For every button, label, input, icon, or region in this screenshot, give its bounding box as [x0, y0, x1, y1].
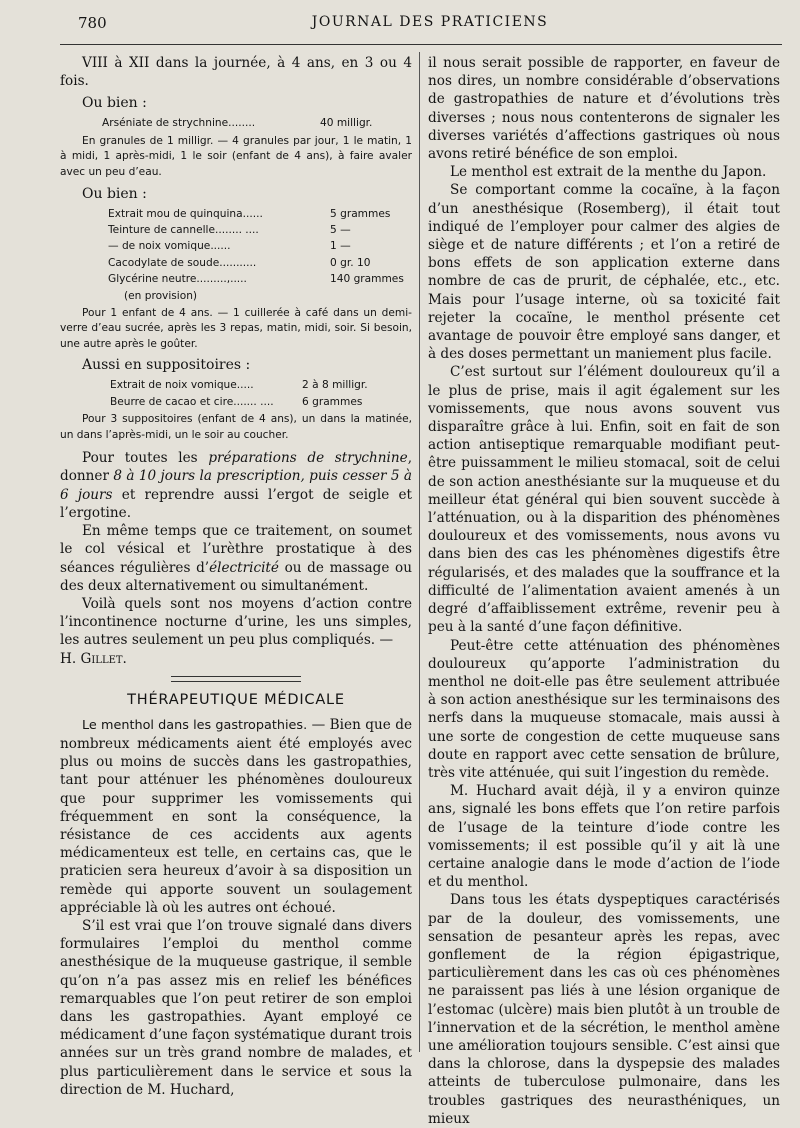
- ingredient-quantity: 140 grammes: [330, 273, 404, 286]
- ingredient-quantity: 5 grammes: [330, 207, 391, 220]
- header-rule: [60, 44, 782, 45]
- ingredient-quantity: 5 —: [330, 223, 351, 236]
- italic-run: électricité: [209, 559, 279, 576]
- article-paragraph: C’est surtout sur l’élément douloureux qu’il a le plus de prise, mais il agit également sur les vomissements, que nous avons souvent vus disparaître grâce à lui. Enfin, soit en fait de son action antiseptique remarquable modifiant peut-être puissamment le milieu stomacal, soit de celui de son action anesthésiante sur la muqueuse et du meilleur état général qui bien souvent succède à l’atténuation, ou à la disparition des phénomènes douloureux et des vomissements, nous avons vu dans bien des cas les phénomènes digestifs être régularisés, et des malades que la souffrance et la difficulté de l’alimentation avaient amenés à un degré d’affaiblissement extrême, revenir peu à peu à la santé d’une façon définitive.: [428, 364, 780, 636]
- instructions-2: Pour 1 enfant de 4 ans. — 1 cuillerée à café dans un demi-verre d’eau sucrée, après les 3 repas, matin, midi, soir. Si besoin, une autre après le goûter.: [60, 306, 412, 350]
- ingredient-name: Extrait mou de quinquina......: [108, 207, 263, 220]
- prescription-row: [60, 224, 412, 240]
- article-paragraph: Le menthol est extrait de la menthe du Japon.: [450, 164, 767, 181]
- article-paragraph: Se comportant comme la cocaïne, à la façon d’un anesthésique (Rosemberg), il était tout indiqué de l’employer pour calmer des algies de siège et de nature différents ; et l’on a retiré de bons effets de son application externe dans nombre de cas de prurit, de céphalée, etc., etc. Mais pour l’usage interne, où sa toxicité fait rejeter la cocaïne, le menthol présente cet avantage de pouvoir être employé sans danger, et à des doses permettant un maniement plus facile.: [428, 182, 780, 363]
- ou-bien-heading: Ou bien :: [82, 185, 147, 202]
- signature-text: H. Gillet.: [60, 650, 127, 667]
- page-number: 780: [78, 14, 107, 32]
- ingredient-name: Teinture de cannelle........ ....: [108, 223, 259, 236]
- text-run: , donner: [60, 450, 413, 485]
- instructions-3: Pour 3 suppositoires (enfant de 4 ans), un dans la matinée, un dans l’après-midi, un le soir au coucher.: [60, 413, 412, 441]
- suppositoires-heading: Aussi en suppositoires :: [82, 357, 251, 374]
- prescription-row: [60, 273, 412, 289]
- prescription-row: [60, 208, 412, 224]
- ingredient-quantity: 40 milligr.: [320, 117, 373, 130]
- right-column: [428, 54, 780, 1128]
- ingredient-name: — de noix vomique......: [108, 240, 231, 253]
- text-run: et reprendre aussi l’ergot de seigle et l’ergotine.: [60, 486, 412, 521]
- paragraph-strychnine: [60, 449, 412, 522]
- prescription-row: [60, 117, 412, 133]
- intro-line: VIII à XII dans la journée, à 4 ans, en 3 ou 4 fois.: [60, 55, 412, 90]
- ingredient-name: Glycérine neutre.........,.....: [108, 273, 247, 286]
- prescription-row: [60, 257, 412, 273]
- article-paragraph-2: S’il est vrai que l’on trouve signalé dans divers formulaires l’emploi du menthol comme anesthésique de la muqueuse gastrique, il semble qu’on n’a pas assez mis en relief les bénéfices remarquables que l’on peut retirer de son emploi dans les gastropathies. Ayant employé ce médicament d’une façon systématique durant trois années sur un très grand nombre de malades, et plus particulièrement dans le service et sous la direction de M. Huchard,: [60, 917, 412, 1098]
- left-column: [60, 54, 412, 1099]
- provision-note: (en provision): [124, 289, 198, 302]
- section-separator: [171, 676, 301, 682]
- article-paragraph: Peut-être cette atténuation des phénomènes douloureux qu’apporte l’administration du menthol ne doit-elle pas être seulement attribuée à son action anesthésique sur les terminaisons des nerfs dans la muqueuse stomacale, mais aussi à une sorte de congestion de cette muqueuse sans doute en rapport avec cette sensation de brûlure, très vite atténuée, qui suit l’ingestion du remède.: [428, 637, 780, 781]
- prescription-table-1: [60, 117, 412, 133]
- article-title: Le menthol dans les gastropathies.: [82, 717, 308, 733]
- ingredient-quantity: 2 à 8 milligr.: [302, 379, 368, 392]
- ingredient-name: Beurre de cacao et cire....... ....: [110, 395, 274, 408]
- page-header: [0, 14, 800, 38]
- text-run: ou de massage ou des deux alternativement ou simultanément.: [60, 559, 412, 594]
- italic-run: préparations de strychnine: [208, 450, 408, 467]
- running-title: JOURNAL DES PRATICIENS: [311, 14, 549, 30]
- ingredient-name: Arséniate de strychnine........: [102, 117, 256, 130]
- italic-run: 8 à 10 jours la prescription, puis cesser 5 à 6 jours: [60, 468, 412, 503]
- text-run: — Bien que de nombreux médicaments aient été employés avec plus ou moins de succès dans les gastropathies, tant pour atténuer les phénomènes douloureux que pour supprimer les vomissements qui fréquemment en sont la conséquence, la résistance de ces accidents aux agents médicamenteux est telle, en certains cas, que le praticien sera heureux d’avoir à sa disposition un remède qui apporte souvent un soulagement appréciable là où les autres ont échoué.: [60, 716, 412, 916]
- prescription-table-3: [60, 379, 412, 412]
- ingredient-quantity: 1 —: [330, 240, 351, 253]
- article-paragraph: Dans tous les états dyspeptiques caractérisés par de la douleur, des vomissements, une sensation de pesanteur après les repas, avec gonflement de la région épigastrique, particulièrement dans les cas où ces phénomènes ne paraissent pas liés à une lésion organique de l’estomac (ulcère) mais bien plutôt à un trouble de l’innervation et de la sécrétion, le menthol amène une amélioration toujours sensible. C’est ainsi que dans la chlorose, dans la dyspepsie des malades atteints de tuberculose pulmonaire, dans les troubles gastriques des neurasthéniques, un mieux: [428, 892, 780, 1127]
- section-title: THÉRAPEUTIQUE MÉDICALE: [127, 691, 345, 708]
- article-paragraph-1: [60, 716, 412, 917]
- text-run: En même temps que ce traitement, on soumet le col vésical et l’urèthre prostatique à des séances régulières d’: [60, 523, 412, 576]
- prescription-table-2: [60, 208, 412, 290]
- paragraph-electricite: [60, 522, 412, 595]
- ingredient-name: Cacodylate de soude...........: [108, 256, 257, 269]
- prescription-row: [60, 396, 412, 412]
- ou-bien-heading: Ou bien :: [82, 95, 147, 112]
- instructions-1: En granules de 1 milligr. — 4 granules par jour, 1 le matin, 1 à midi, 1 après-midi, 1 le soir (enfant de 4 ans), à faire avaler avec un peu d’eau.: [60, 134, 412, 178]
- prescription-row: [60, 379, 412, 395]
- article-paragraph: il nous serait possible de rapporter, en faveur de nos dires, un nombre considérable d’observations de gastropathies de nature et d’évolutions très diverses ; nous nous contenterons de signaler les diverses variétés d’affections gastriques où nous avons retiré bénéfice de son emploi.: [428, 55, 780, 163]
- ingredient-name: Extrait de noix vomique.....: [110, 379, 254, 392]
- author-signature: [60, 650, 412, 668]
- ingredient-quantity: 6 grammes: [302, 395, 363, 408]
- paragraph-conclusion: Voilà quels sont nos moyens d’action contre l’incontinence nocturne d’urine, les uns simples, les autres seulement un peu plus compliqués. —: [60, 595, 412, 649]
- column-divider: [419, 52, 420, 1052]
- ingredient-quantity: 0 gr. 10: [330, 256, 371, 269]
- prescription-row: [60, 240, 412, 256]
- article-paragraph: M. Huchard avait déjà, il y a environ quinze ans, signalé les bons effets que l’on retire parfois de l’usage de la teinture d’iode contre les vomissements; il est possible qu’il y ait là une certaine analogie dans le mode d’action de l’iode et du menthol.: [428, 783, 780, 891]
- text-run: Pour toutes les: [82, 450, 209, 467]
